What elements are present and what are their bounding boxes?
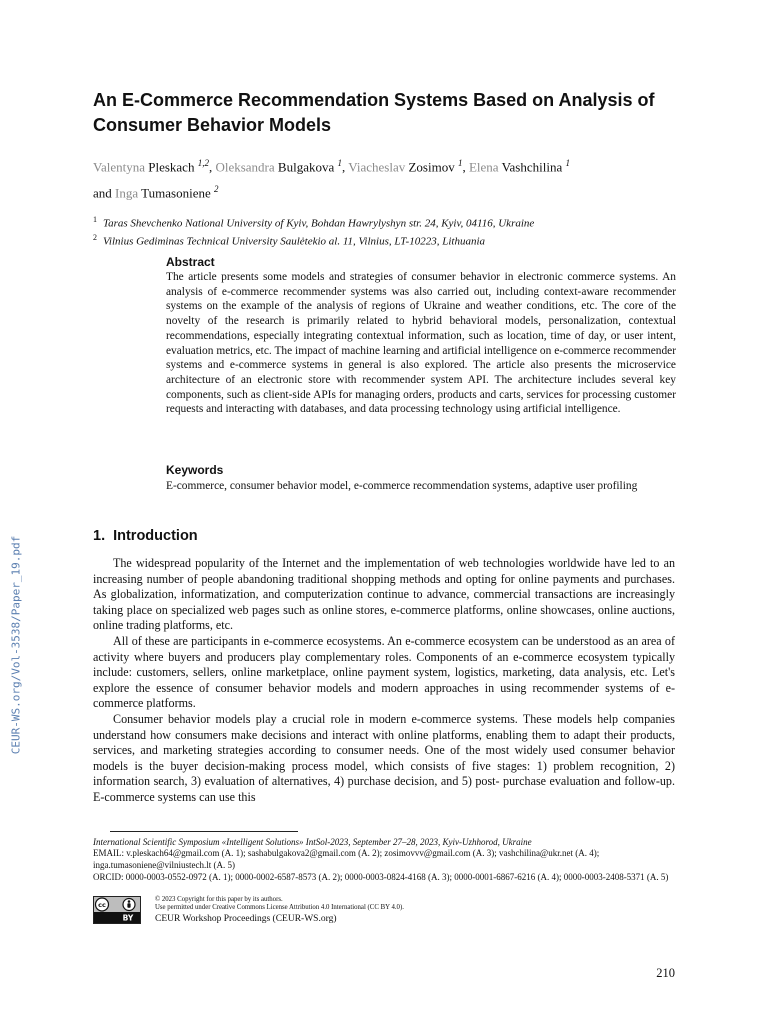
affiliation-item [93,231,683,249]
section-body [93,556,675,806]
side-identifier [8,527,24,763]
cc-by-license-badge [93,896,141,924]
footnote-conference: International Scientific Symposium «Intelligent Solutions» IntSol-2023, September 27–28, 2023, Kyiv-Uzhhorod, Ukraine [93,837,532,847]
author-last-name: Pleskach [148,159,195,175]
footnote-rule [110,831,298,832]
cc-icon-text: cc [98,901,106,909]
affiliation-text: Taras Shevchenko National University of Kyiv, Bohdan Hawrylyshyn str. 24, Kyiv, 04116, Ukraine [103,217,535,230]
author-first-name: Viacheslav [348,159,406,175]
body-paragraph: The widespread popularity of the Internet and the implementation of web technologies worldwide have led to an increasing number of people abandoning traditional shopping methods and opting for online payments and purchases. As globalization, informatization, and computerization continue to advance, commercial transactions are increasingly taking place on specialized web pages such as online stores, e-commerce platforms, online showcases, online auctions, online trading platforms, etc. [93,556,675,633]
paper-title: An E-Commerce Recommendation Systems Based on Analysis of Consumer Behavior Models [93,90,655,135]
by-label: BY [122,913,134,923]
affiliation-mark: 1 [93,215,97,224]
footnotes [93,837,678,884]
author-affiliation-mark: 1,2 [197,158,209,168]
proceedings-line: CEUR Workshop Proceedings (CEUR-WS.org) [155,914,337,924]
license-line: Use permitted under Creative Commons License Attribution 4.0 International (CC BY 4.0). [155,904,404,911]
page-number: 210 [656,966,675,980]
affiliation-mark: 2 [93,232,97,242]
copyright-line: © 2023 Copyright for this paper by its authors. [155,896,283,903]
author-last-name: Bulgakova [277,159,335,175]
abstract-text: The article presents some models and strategies of consumer behavior in electronic commerce systems. An analysis of e-commerce recommender systems was also carried out, including context-aware recommender systems on the example of the analysis of regions of Ukraine and weather conditions, etc. The core of the novelty of the research is primarily related to hybrid behavioral models, personalization, contextual recommendations, especially integrating contextual information, such as location, time of day, or user intent, evaluation metrics, etc. The impact of machine learning and artificial intelligence on e-commerce recommender systems and e-commerce systems in general is also explored. The article also presents the microservice architecture of an electronic store with recommender system API. The architecture includes several key components, such as client-side APIs for managing orders, products and carts, services for processing customer requests and interacting with databases, and data processing technology using artificial intelligence. [166,271,676,416]
footnote-email: EMAIL: v.pleskach64@gmail.com (A. 1); sashabulgakova2@gmail.com (A. 2); zosimovvv@gmail.com (A. 3); vashchilina@ukr.net (A. 4); inga.tumasoniene@vilniustech.lt (A. 5) [93,848,600,870]
author-first-name: Valentyna [93,159,145,175]
author-first-name: Elena [468,159,499,175]
author-conjunction: and [93,185,112,201]
keywords-heading: Keywords [166,463,224,477]
license-text [155,896,655,925]
author-first-name: Oleksandra [215,159,275,175]
author-affiliation-mark: 1 [457,158,463,168]
section-heading [93,526,683,546]
author-list: Valentyna Pleskach $^{1,2}$, Oleksandra Bulgakova $^1$, Viacheslav Zosimov $^1$, Elena Vashchilina $^1$ and Inga Tumasoniene $^2$ [93,158,570,201]
section-title: Introduction [113,528,198,544]
affiliation-text: Vilnius Gediminas Technical University Saulėtekio al. 11, Vilnius, LT-10223, Lithuania [103,235,486,248]
abstract-heading: Abstract [166,255,215,269]
author-last-name: Tumasoniene [141,185,211,201]
section-number: 1. [93,528,106,544]
body-paragraph: Consumer behavior models play a crucial role in modern e-commerce systems. These models help companies understand how consumers make decisions and interact with online platforms, enabling them to adapt their products, services, and marketing strategies according to consumer needs. One of the most widely used consumer behavior models is the buyer decision-making process model, which consists of five stages: 1) problem recognition, 2) information search, 3) evaluation of alternatives, 4) purchase decision, and 5) post- purchase evaluation and follow-up. E-commerce systems can use this [93,711,675,804]
author-affiliation-mark: 2 [213,184,219,195]
affiliation-list [93,213,683,248]
author-affiliation-mark: 1 [337,158,342,168]
author-first-name: Inga [115,185,139,201]
body-paragraph: All of these are participants in e-commerce ecosystems. An e-commerce ecosystem can be understood as an area of activity where buyers and producers play complementary roles. Components of an e-commerce ecosystem typically include: customers, sellers, online marketplace, online payment system, logistics, marketing, data analysis, etc. Let's explore the essence of consumer behavior models and modern approaches in using recommender systems of e-commerce platforms. [93,633,675,711]
author-last-name: Zosimov [408,159,455,175]
footnote-orcid: ORCID: 0000-0003-0552-0972 (A. 1); 0000-0002-6587-8573 (A. 2); 0000-0003-0824-4168 (A. 3); 0000-0001-6867-6216 (A. 4); 0000-0003-2408-5371 (A. 5) [93,872,669,883]
affiliation-item [93,213,683,231]
author-last-name: Vashchilina [501,159,563,175]
side-identifier-text: CEUR-WS.org/Vol-3538/Paper_19.pdf [9,535,23,755]
author-affiliation-mark: 1 [565,158,570,168]
keywords-text: E-commerce, consumer behavior model, e-commerce recommendation systems, adaptive user profiling [166,480,638,492]
